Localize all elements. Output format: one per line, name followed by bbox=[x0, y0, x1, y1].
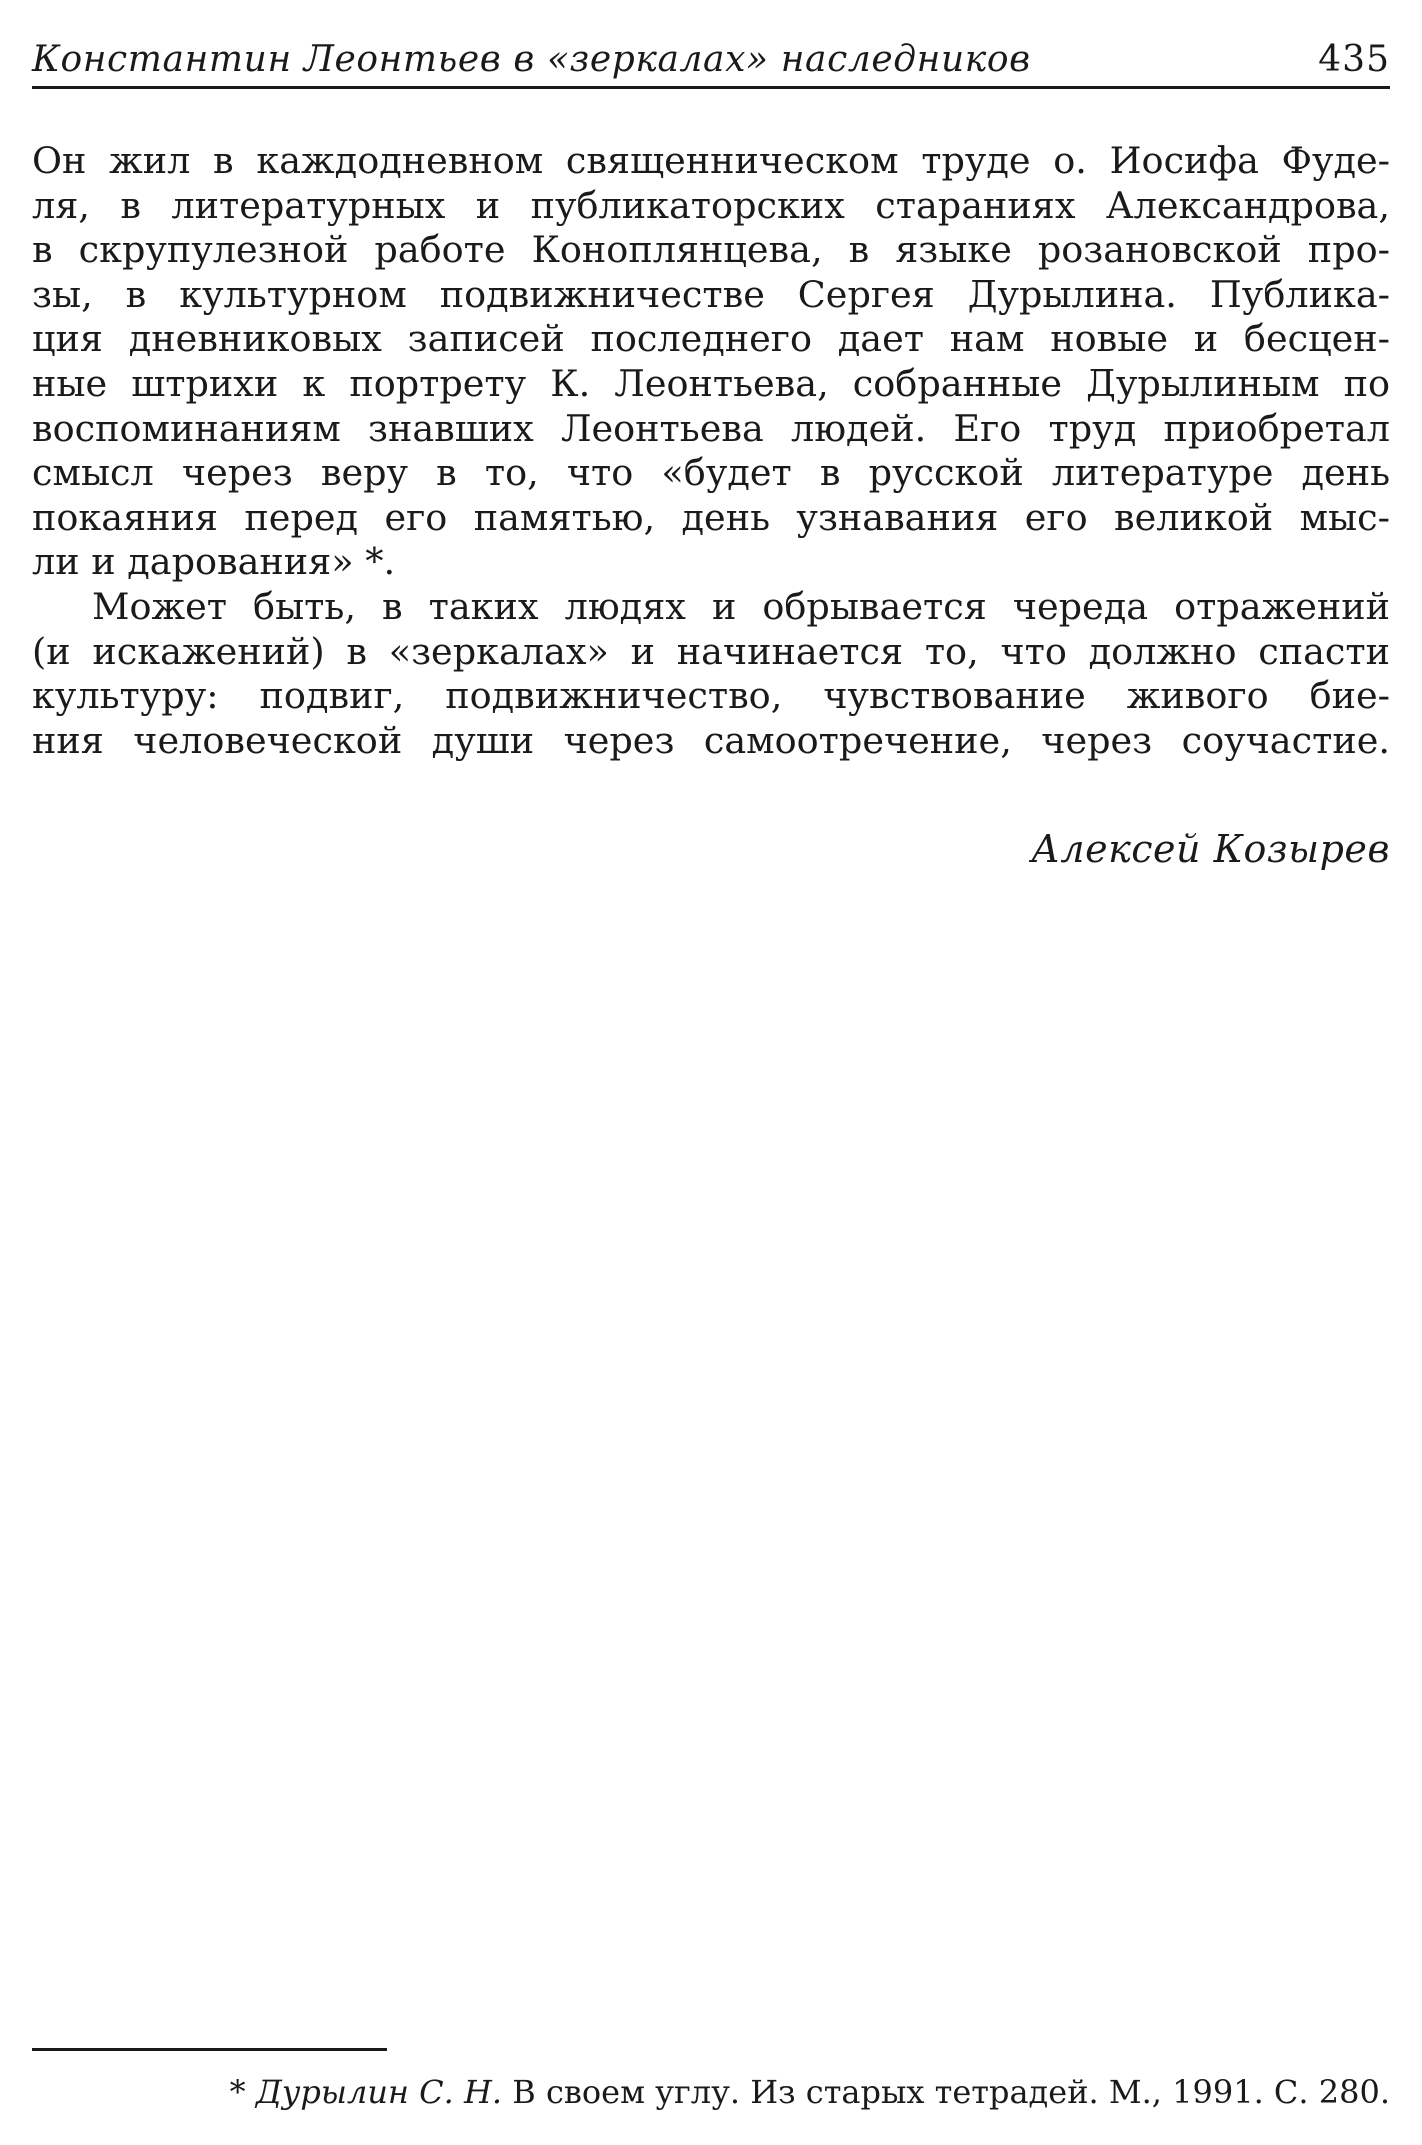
running-header bbox=[32, 38, 1390, 89]
footnote-author: Дурылин С. Н. bbox=[255, 2073, 503, 2111]
text-line: ция дневниковых записей последнего дает нам новые и бесцен- bbox=[32, 317, 1390, 361]
page-number: 435 bbox=[1318, 39, 1390, 80]
text-line: ля, в литературных и публикаторских стараниях Александрова, bbox=[32, 183, 1390, 227]
text-line: ные штрихи к портрету К. Леонтьева, собранные Дурылиным по bbox=[32, 361, 1390, 405]
footnote-text: В своем углу. Из старых тетрадей. М., 1991. С. 280. bbox=[512, 2073, 1390, 2111]
text-line: воспоминаниям знавших Леонтьева людей. Его труд приобретал bbox=[32, 406, 1390, 450]
footnote bbox=[230, 2072, 1390, 2112]
text-line: (и искажений) в «зеркалах» и начинается то, что должно спасти bbox=[32, 629, 1390, 673]
author-signature: Алексей Козырев bbox=[1031, 827, 1390, 871]
text-line: культуру: подвиг, подвижничество, чувствование живого бие- bbox=[32, 674, 1390, 718]
footnote-marker: * bbox=[229, 2073, 246, 2111]
text-line: ли и дарования» *. bbox=[32, 540, 396, 584]
footnote-divider bbox=[32, 2048, 387, 2051]
text-line: смысл через веру в то, что «будет в русской литературе день bbox=[32, 451, 1390, 495]
running-title: Константин Леонтьев в «зеркалах» наследников bbox=[32, 39, 1031, 80]
text-line: в скрупулезной работе Коноплянцева, в языке розановской про- bbox=[32, 228, 1390, 272]
main-text bbox=[32, 139, 1390, 763]
text-line: Может быть, в таких людях и обрывается череда отражений bbox=[92, 584, 1390, 628]
text-line: ния человеческой души через самоотречение, через соучастие. bbox=[32, 718, 1390, 762]
text-line: зы, в культурном подвижничестве Сергея Дурылина. Публика- bbox=[32, 272, 1390, 316]
text-line: Он жил в каждодневном священническом труде о. Иосифа Фуде- bbox=[32, 139, 1390, 182]
text-line: покаяния перед его памятью, день узнавания его великой мыс- bbox=[32, 495, 1390, 539]
